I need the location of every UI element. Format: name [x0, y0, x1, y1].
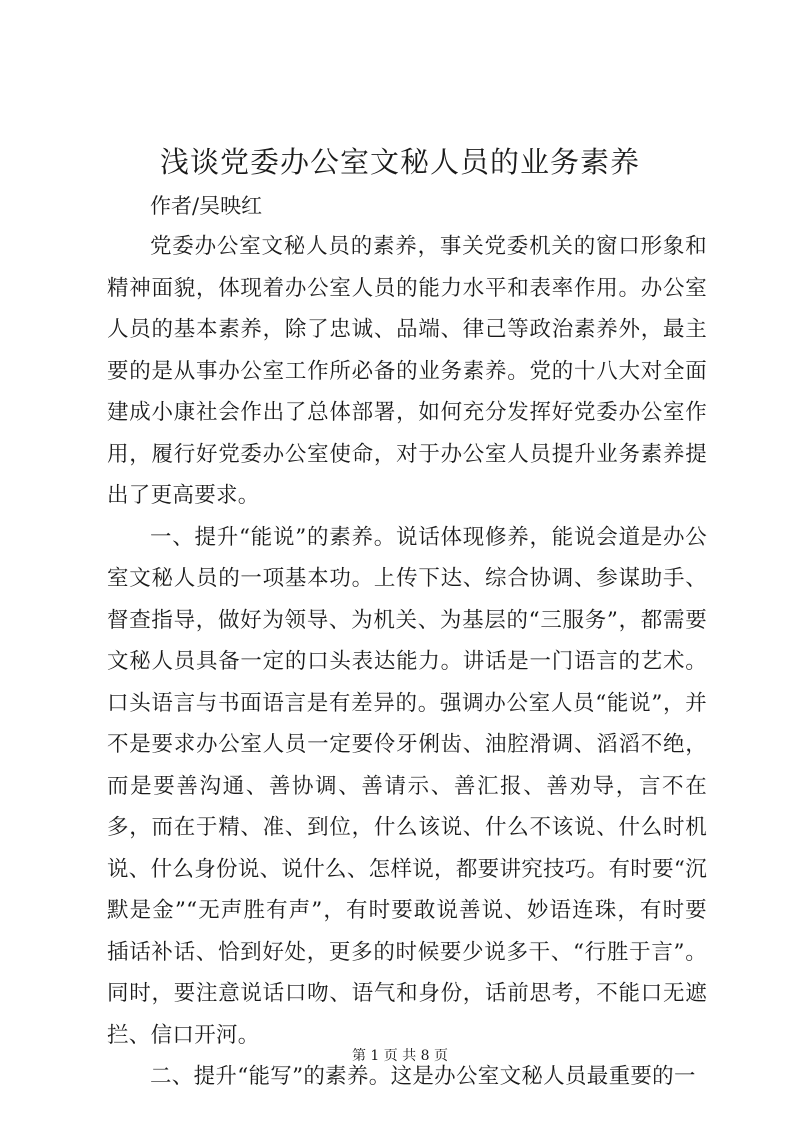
paragraph-speaking: 一、提升“能说”的素养。说话体现修养，能说会道是办公室文秘人员的一项基本功。上传下达、综合协调、参谋助手、督查指导，做好为领导、为机关、为基层的“三服务”，都需要文秘人员具备一定的口头表达能力。讲话是一门语言的艺术。口头语言与书面语言是有差异的。强调办公室人员“能说”，并不是要求办公室人员一定要伶牙俐齿、油腔滑调、滔滔不绝，而是要善沟通、善协调、善请示、善汇报、善劝导，言不在多，而在于精、准、到位，什么该说、什么不该说、什么时机说、什么身份说、说什么、怎样说，都要讲究技巧。有时要“沉默是金”“无声胜有声”，有时要敢说善说、妙语连珠，有时要插话补话、恰到好处，更多的时候要少说多干、“行胜于言”。同时，要注意说话口吻、语气和身份，话前思考，不能口无遮拦、信口开河。: [107, 524, 707, 1048]
document-body: [107, 226, 707, 1098]
page-footer: 第 1 页 共 8 页: [351, 1048, 449, 1064]
paragraph-intro: 党委办公室文秘人员的素养，事关党委机关的窗口形象和精神面貌，体现着办公室人员的能力水平和表率作用。办公室人员的基本素养，除了忠诚、品端、律己等政治素养外，最主要的是从事办公室工作所必备的业务素养。党的十八大对全面建成小康社会作出了总体部署，如何充分发挥好党委办公室作用，履行好党委办公室使命，对于办公室人员提升业务素养提出了更高要求。: [107, 234, 707, 508]
author-line: 作者/吴映红: [150, 194, 263, 218]
document-title: 浅谈党委办公室文秘人员的业务素养: [159, 145, 640, 179]
paragraph-writing: 二、提升“能写”的素养。这是办公室文秘人员最重要的一: [150, 1064, 696, 1089]
